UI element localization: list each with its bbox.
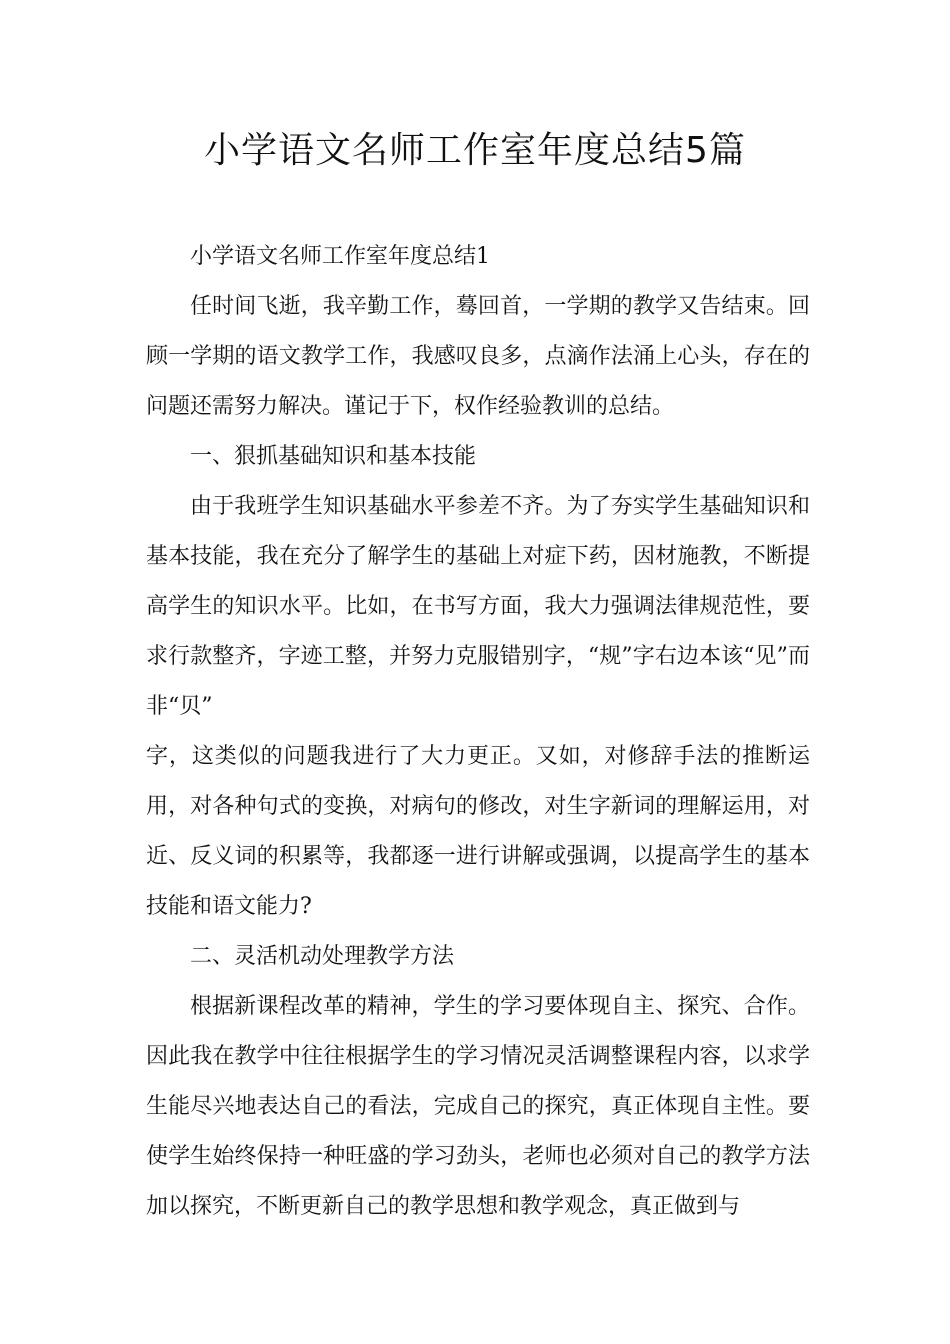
paragraph-basics: 由于我班学生知识基础水平参差不齐。为了夯实学生基础知识和基本技能，我在充分了解学生的基础上对症下药，因材施教，不断提高学生的知识水平。比如，在书写方面，我大力强调法律规范性，要求行款整齐，字迹工整，并努力克服错别字，“规”字右边本该“见”而非“贝”	[146, 494, 810, 719]
section-heading-methods: 二、灵活机动处理教学方法	[190, 944, 455, 969]
section-heading-summary-1: 小学语文名师工作室年度总结1	[190, 244, 490, 269]
paragraph-methods: 根据新课程改革的精神，学生的学习要体现自主、探究、合作。因此我在教学中往往根据学生的学习情况灵活调整课程内容，以求学生能尽兴地表达自己的看法，完成自己的探究，真正体现自主性。要使学生始终保持一种旺盛的学习劲头，老师也必须对自己的教学方法加以探究，不断更新自己的教学思想和教学观念，真正做到与	[146, 994, 810, 1219]
section-heading-basics: 一、狠抓基础知识和基本技能	[190, 444, 477, 469]
paragraph-intro: 任时间飞逝，我辛勤工作，蓦回首，一学期的教学又告结束。回顾一学期的语文教学工作，我感叹良多，点滴作法涌上心头，存在的问题还需努力解决。谨记于下，权作经验教训的总结。	[146, 294, 810, 419]
paragraph-basics-continued: 字，这类似的问题我进行了大力更正。又如，对修辞手法的推断运用，对各种句式的变换，对病句的修改，对生字新词的理解运用，对近、反义词的积累等，我都逐一进行讲解或强调，以提高学生的基本技能和语文能力?	[146, 744, 810, 919]
page-title: 小学语文名师工作室年度总结5篇	[204, 130, 746, 171]
document-body	[146, 232, 810, 1232]
